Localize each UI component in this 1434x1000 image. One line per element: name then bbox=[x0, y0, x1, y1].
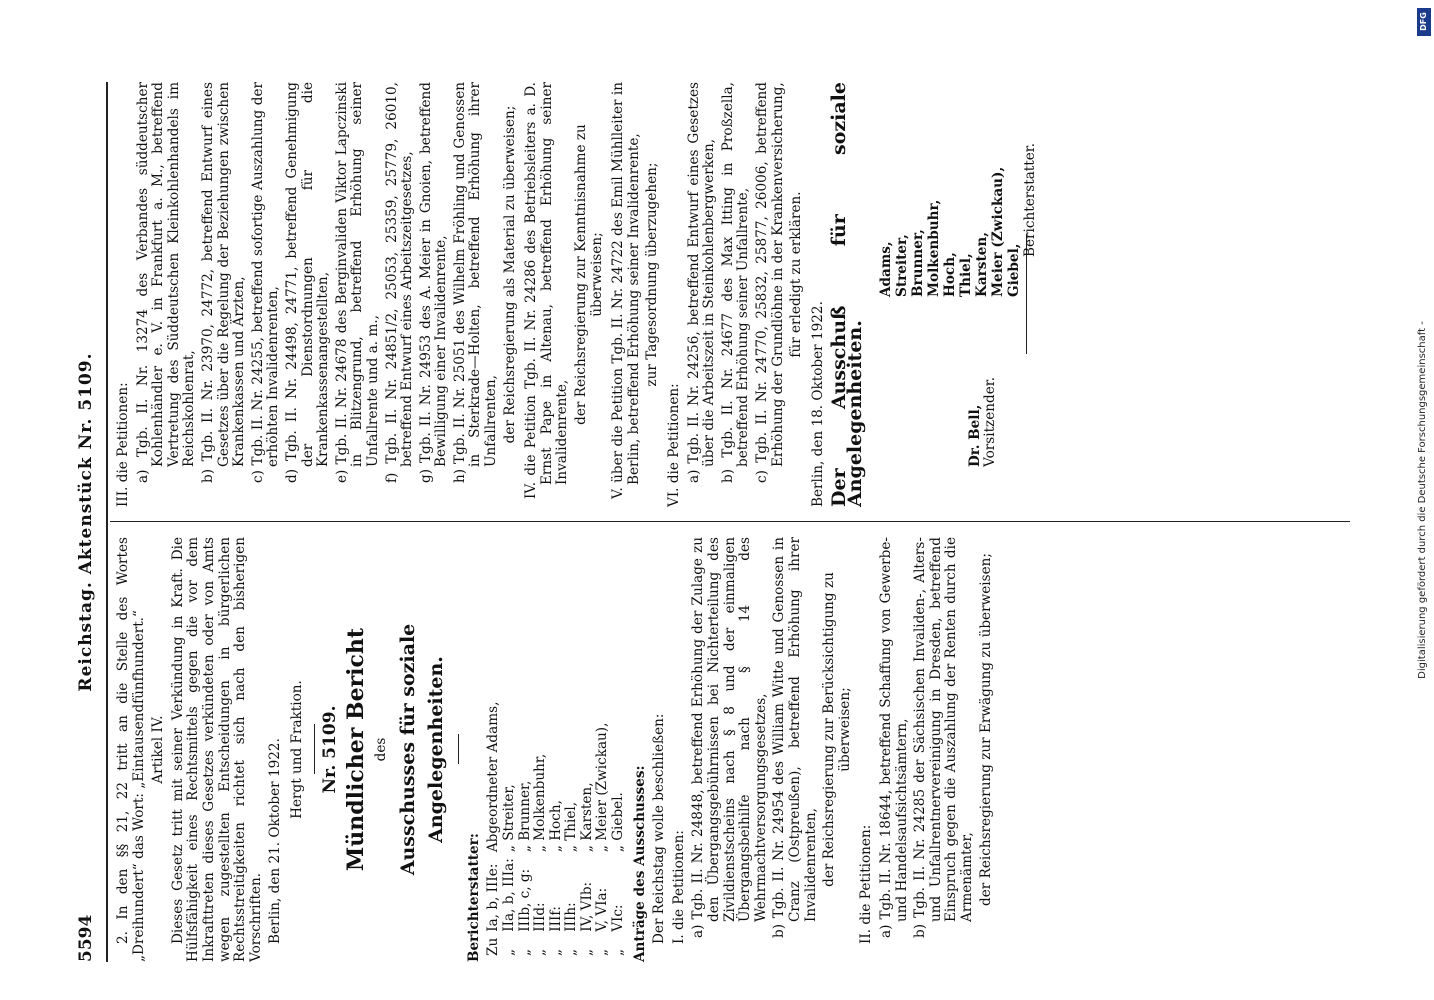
rotated-document bbox=[58, 82, 1348, 962]
berichterstatter-table bbox=[486, 696, 626, 956]
table-row: „ IIIb, c, g: „ Brunner, bbox=[516, 780, 533, 956]
list-item: g) Tgb. II. Nr. 24953 des A. Meier in Gnoien, betreffend Bewilligung einer Invalidenrente, bbox=[417, 82, 450, 483]
section-VI-decision: für erledigt zu erklären. bbox=[788, 191, 805, 358]
member-name: Thiel, bbox=[957, 253, 974, 297]
table-row: „ VIc: „ Giebel. bbox=[610, 792, 627, 956]
separator bbox=[458, 735, 459, 765]
section-VI-title: VI. die Petitionen: bbox=[666, 383, 682, 507]
artikel-title: Artikel IV. bbox=[150, 715, 167, 784]
list-item: b) Tgb. II. Nr. 24677 des Max Itting in Proßzella, betreffend Erhöhung seiner Unfallrente, bbox=[719, 82, 752, 483]
section-IV: IV. die Petition Tgb. II. Nr. 24286 des Betriebsleiters a. D. Ernst Pape in Altenau, betreffend Erhöhung seiner Invalidenrente, bbox=[523, 82, 571, 499]
section-III-title: III. die Petitionen: bbox=[115, 382, 131, 507]
left-column bbox=[116, 537, 1000, 962]
section-V: V. über die Petition Tgb. II. Nr. 24722 des Emil Mühlleiter in Berlin, betreffend Erhöhung seiner Invalidenrente, bbox=[610, 82, 642, 499]
list-item: b) Tgb. II. Nr. 23970, 24772, betreffend Entwurf eines Gesetzes über die Regelung der Beziehungen zwischen Krankenkassen und Ärzten, bbox=[199, 82, 248, 483]
section-III-decision: der Reichsregierung als Material zu überweisen; bbox=[501, 105, 518, 444]
date-line-right: Berlin, den 18. Oktober 1922. bbox=[809, 301, 826, 507]
antraege-title: Anträge des Ausschusses: bbox=[631, 765, 648, 962]
table-row: „ V, VIa: „ Meier (Zwickau), bbox=[594, 722, 611, 956]
members bbox=[878, 143, 1038, 297]
section-V-decision: zur Tagesordnung überzugehen; bbox=[644, 162, 661, 387]
list-item: a) Tgb. II. Nr. 18644, betreffend Schaffung von Gewerbe- und Handelsaufsichtsämtern, bbox=[877, 537, 910, 938]
member-name: Giebel, bbox=[1005, 243, 1022, 297]
table-row: „ IIIh: „ Thiel, bbox=[563, 801, 580, 956]
page-header bbox=[58, 82, 104, 962]
list-item: a) Tgb. II. Nr. 24848, betreffend Erhöhung der Zulage zu den Übergangsgebührnissen bei Nichterteilung des Zivildienstscheins nach § 8 und der einmaligen Übergangsbeihilfe nach § 14 des Wehrmachtversorgungsgesetzes, bbox=[690, 537, 769, 938]
section-IV-decision: der Reichsregierung zur Kenntnisnahme zu überweisen; bbox=[573, 124, 605, 425]
separator bbox=[314, 725, 315, 775]
table-row: „ IIId: „ Molkenbuhr, bbox=[532, 753, 549, 956]
right-column bbox=[115, 82, 1038, 507]
chair-name: Dr. Bell, bbox=[966, 404, 983, 467]
list-item: h) Tgb. II. Nr. 25051 des Wilhelm Fröhling und Genossen in Sterkrade—Holten, betreffend Erhöhung ihrer Unfallrenten, bbox=[451, 82, 500, 483]
list-item: b) Tgb. II. Nr. 24285 der Sächsischen Invaliden-, Alters- und Unfallrentnervereinigung in Dresden, betreffend Einspruch gegen die Auszahlung der Renten durch die Armenämter, bbox=[912, 537, 975, 938]
member-name: Molkenbuhr, bbox=[925, 199, 942, 297]
page-number: 5594 bbox=[76, 914, 96, 962]
antraege-intro: Der Reichstag wolle beschließen: bbox=[651, 713, 668, 944]
list-item: b) Tgb. II. Nr. 24954 des William Witte und Genossen in Cranz (Ostpreußen), betreffend Erhöhung ihrer Invalidenrenten, bbox=[771, 537, 819, 938]
doc-number: Nr. 5109. bbox=[319, 705, 340, 794]
section-I-title: I. die Petitionen: bbox=[670, 830, 687, 944]
table-row: Zu Ia, b, IIIe: Abgeordneter Adams, bbox=[485, 701, 502, 956]
signature-left: Hergt und Fraktion. bbox=[288, 680, 305, 819]
intro-item: 2. In den §§ 21, 22 tritt an die Stelle des Wortes „Dreihundert“ das Wort: „Eintausendfünfhundert.“ bbox=[115, 537, 147, 962]
header-rule bbox=[106, 82, 108, 962]
artikel-text: Dieses Gesetz tritt mit seiner Verkündung in Kraft. Die Hülfsfähigkeit eines Rechtsmittels gegen die vor dem Inkrafttreten dieses Gesetzes verkündeten oder von Amts wegen zugestellten Entscheidungen in bürgerlichen Rechtsstreitigkeiten richtet sich nach den bisherigen Vorschriften. bbox=[169, 537, 264, 962]
chair bbox=[878, 377, 999, 467]
table-row: „ IIIf: „ Hoch, bbox=[547, 800, 564, 956]
running-title: Reichstag. Aktenstück Nr. 5109. bbox=[76, 352, 96, 692]
committee-line: Der Ausschuß für soziale Angelegenheiten. bbox=[828, 82, 866, 507]
list-item: c) Tgb. II. Nr. 24770, 25832, 25877, 26006, betreffend Erhöhung der Grundlöhne in der Krankenversicherung, bbox=[753, 82, 786, 483]
berichterstatter-label: Berichterstatter: bbox=[465, 833, 482, 962]
signature-block bbox=[877, 82, 1038, 507]
list-item: f) Tgb. II. Nr. 24851/2, 25053, 25359, 25779, 26010, betreffend Entwurf eines Arbeitszeitgesetzes, bbox=[383, 82, 416, 483]
des-word: des bbox=[373, 737, 390, 762]
table-row: „ IV, VIb: „ Karsten, bbox=[578, 782, 595, 956]
digitization-text: Digitalisierung gefördert durch die Deutsche Forschungsgemeinschaft - bbox=[1417, 321, 1428, 679]
date-line-left: Berlin, den 21. Oktober 1922. bbox=[267, 738, 284, 944]
member-name: Hoch, bbox=[941, 252, 958, 297]
list-item: d) Tgb. II. Nr. 24498, 24771, betreffend Genehmigung der Dienstordnungen für die Krankenkassenangestellten, bbox=[283, 82, 332, 483]
member-name: Brunner, bbox=[909, 229, 926, 297]
list-item: a) Tgb. II. Nr. 24256, betreffend Entwurf eines Gesetzes über die Arbeitszeit in Steinkohlenbergwerken, bbox=[685, 82, 718, 483]
column-divider bbox=[110, 521, 1350, 522]
list-item: a) Tgb. II. Nr. 13274 des Verbandes süddeutscher Kohlenhändler e. V. in Frankfurt a. M., betreffend Vertretung des Süddeutschen Kleinkohlenhandels im Reichskohlenrat, bbox=[134, 82, 198, 483]
list-item: c) Tgb. II. Nr. 24255, betreffend sofortige Auszahlung der erhöhten Invalidenrenten, bbox=[249, 82, 282, 483]
table-row: „ IIa, b, IIIa: „ Streiter, bbox=[500, 784, 517, 956]
member-name: Meier (Zwickau), bbox=[989, 166, 1006, 297]
committee-title: Ausschusses für soziale Angelegenheiten. bbox=[396, 623, 447, 876]
chair-role: Vorsitzender. bbox=[982, 376, 999, 467]
member-name: Karsten, bbox=[973, 232, 990, 297]
list-item: e) Tgb. II. Nr. 24678 des Berginvaliden Viktor Lapczinski in Blitzengrund, betreffend Erhöhung seiner Unfallrente und a. m., bbox=[333, 82, 381, 483]
member-name: Streiter, bbox=[893, 234, 910, 297]
section-I-decision: der Reichsregierung zur Berücksichtigung zu überweisen; bbox=[821, 572, 853, 887]
digitization-note bbox=[1413, 0, 1433, 1000]
doc-title: Mündlicher Bericht bbox=[343, 627, 370, 872]
member-name: Adams, bbox=[877, 241, 894, 297]
section-II-title: II. die Petitionen: bbox=[858, 824, 875, 944]
dfg-logo: DFG bbox=[1417, 8, 1431, 36]
section-II-decision: der Reichsregierung zur Erwägung zu überweisen; bbox=[977, 553, 994, 906]
reporter-role: Berichterstatter. bbox=[1021, 142, 1038, 257]
